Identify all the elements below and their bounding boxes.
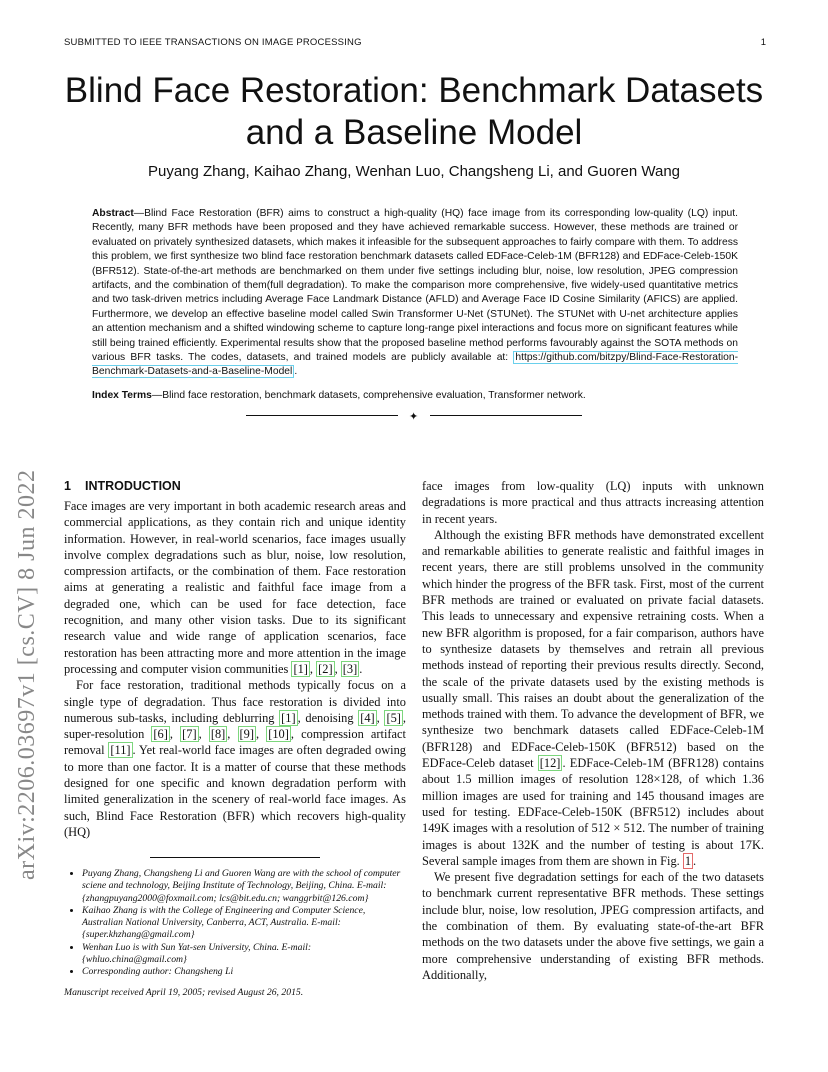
running-header: SUBMITTED TO IEEE TRANSACTIONS ON IMAGE PROCESSING	[64, 37, 362, 48]
paragraph-text: , denoising	[297, 710, 359, 725]
left-column	[64, 498, 406, 840]
citation-link[interactable]: [9]	[239, 727, 254, 742]
paragraph-text: , compression artifact removal	[64, 727, 406, 758]
citation-link[interactable]: [10]	[268, 727, 289, 742]
separator-rule-right	[430, 415, 582, 416]
index-terms-text: —Blind face restoration, benchmark datasets, comprehensive evaluation, Transformer network.	[151, 390, 586, 401]
abstract-label: Abstract	[92, 208, 134, 219]
footnote-rule	[150, 857, 320, 858]
index-terms	[92, 389, 738, 403]
footnote-item: • Corresponding author: Changsheng Li	[82, 966, 406, 978]
citation-link[interactable]: [4]	[360, 710, 375, 725]
section-title-rest: NTRODUCTION	[88, 479, 181, 493]
page-number: 1	[760, 37, 766, 48]
code-link[interactable]: https://github.com/bitzpy/Blind-Face-Restoration-Benchmark-Datasets-and-a-Baseline-Model	[92, 352, 738, 378]
footnote-item: • Puyang Zhang, Changsheng Li and Guoren Wang are with the school of computer sciene and technology, Beijing Institute of Technology, Beijing, China. E-mail: {zhangpuyang2000@foxmail.com; lcs@bit.edu.cn; wanggrbit@126.com}	[82, 868, 406, 905]
author-list: Puyang Zhang, Kaihao Zhang, Wenhan Luo, Changsheng Li, and Guoren Wang	[147, 163, 681, 180]
section-heading	[64, 479, 181, 493]
footnotes	[64, 868, 406, 999]
paragraph-text: . EDFace-Celeb-1M (BFR128) contains about 1.5 million images of resolution 128×128, of which 1.36 million images are used for training and 145 thousand images are used for testing. EDFace-Celeb-150K (BFR512) includes about 149K images with a resolution of 512 × 512. The number of training images is about 132K and the number of testing is about 17K. Several sample images from them are shown in Fig.	[422, 756, 765, 868]
figure-link[interactable]: 1	[684, 853, 692, 868]
citation-link[interactable]: [12]	[539, 756, 561, 771]
paragraph-text: , super-resolution	[64, 710, 406, 742]
citation-link[interactable]: [3]	[342, 661, 358, 676]
arxiv-stamp: arXiv:2206.03697v1 [cs.CV] 8 Jun 2022	[14, 469, 40, 880]
separator-diamond-icon: ✦	[409, 411, 419, 423]
footnote-item: • Wenhan Luo is with Sun Yat-sen University, China. E-mail: {whluo.china@gmail.com}	[82, 942, 406, 967]
intro-paragraph-2: For face restoration, traditional methods typically focus on a single type of degradation. Thus face restoration is divided into numerous sub-tasks, including deblurring [1] , denoising [4] , [5] , super-resolution [6] , [7] , [8] , [9] , [10] , compression artifact removal [11] . Yet real-world face images are often degraded owing to more than one factor. It is a matter of course that these methods designed for one specific and known degradation perform with limited generalization in the scenery of real-world face images. As such, Blind Face Restoration (BFR) which recovers high-quality (HQ)	[64, 678, 406, 839]
citation-link[interactable]: [8]	[210, 727, 226, 742]
paragraph-text: For face restoration, traditional methods typically focus on a single type of degradation. Thus face restoration is divided into numerous sub-tasks, including deblurring	[64, 678, 406, 725]
abstract	[92, 207, 738, 380]
paragraph-text: . Yet real-world face images are often degraded owing to more than one factor. It is a matter of course that these methods designed for one specific and known degradation perform with limited generalization in the scenery of real-world face images. As such, Blind Face Restoration (BFR) which recovers high-quality (HQ)	[64, 743, 406, 839]
section-separator	[246, 411, 582, 427]
citation-link[interactable]: [7]	[182, 727, 197, 742]
manuscript-note: Manuscript received April 19, 2005; revised August 26, 2015.	[64, 986, 304, 998]
citation-link[interactable]: [5]	[386, 710, 401, 725]
citation-link[interactable]: [1]	[293, 661, 308, 676]
citation-link[interactable]: [1]	[281, 710, 296, 725]
citation-link[interactable]: [11]	[110, 743, 131, 758]
intro-paragraph-1: Face images are very important in both academic research areas and commercial applications, as they contain rich and unique identity information. However, in real-world scenarios, face images usually involve complex degradations such as blur, noise, low resolution, compression artifacts, or the combination of them. Face restoration aims at generating a realistic and faithful face image from a degraded one, which can be used for face detection, face recognition, and many other vision tasks. Due to its significant research value and wide range of application scenarios, face restoration has been attracting more and more attention in the image processing and computer vision communities [1] , [2] , [3] .	[64, 499, 406, 676]
intro-paragraph-5: We present five degradation settings for each of the two datasets to benchmark current representative BFR methods. These settings include blur, noise, low resolution, JPEG compression artifacts, and the combination of them. By evaluating state-of-the-art BFR methods on the two datasets under the above five settings, we gain a more comprehensive understanding of existing BFR methods. Additionally,	[422, 870, 764, 982]
separator-rule-left	[246, 415, 398, 416]
citation-link[interactable]: [6]	[153, 727, 168, 742]
paragraph-text: Although the existing BFR methods have demonstrated excellent and remarkable abilities to generate realistic and faithful images in recent years, there are still problems unsolved in the community which hinder the progress of the BFR task. First, most of the current BFR methods are trained or evaluated on private facial datasets. This leads to unnecessary and expensive retraining costs. When a new BFR algorithm is proposed, for a fair comparison, authors have to synthesize datasets by themselves and retrain all previous methods instead of reporting their previous results directly. Second, the scale of the private datasets used by the existing methods is usually small. This raises an doubt about the generalization of the methods trained with them. To advance the development of BFR, we synthesize two benchmark datasets called EDFace-Celeb-1M (BFR128) and EDFace-Celeb-150K (BFR512) based on the EDFace-Celeb dataset	[422, 527, 764, 771]
citation-link[interactable]: [2]	[318, 661, 333, 676]
intro-paragraph-3: face images from low-quality (LQ) inputs with unknown degradations is more practical and thus attracts increasing attention in recent years.	[422, 479, 764, 526]
right-column	[422, 478, 764, 983]
abstract-end: .	[294, 366, 298, 378]
section-title-initial: I	[84, 479, 89, 493]
paragraph-text: .	[693, 853, 697, 868]
index-terms-label: Index Terms	[92, 390, 152, 401]
section-number: 1	[64, 479, 71, 493]
paragraph-text: Face images are very important in both academic research areas and commercial applications, as they contain rich and unique identity information. However, in real-world scenarios, face images usually involve complex degradations such as blur, noise, low resolution, compression artifacts, or the combination of them. Face restoration aims at generating a realistic and faithful face image from a degraded one, which can be used for face detection, face recognition, and many other vision tasks. Due to its significant research value and wide range of application scenarios, face restoration has been attracting more and more attention in the image processing and computer vision communities	[64, 499, 406, 676]
intro-paragraph-4	[422, 527, 764, 869]
footnote-item: • Kaihao Zhang is with the College of Engineering and Computer Science, Australian National University, Canberra, ACT, Australia. E-mail: {super.khzhang@gmail.com}	[82, 905, 406, 942]
abstract-text: —Blind Face Restoration (BFR) aims to construct a high-quality (HQ) face image from its corresponding low-quality (LQ) input. Recently, many BFR methods have been proposed and they have achieved remarkable success. However, these methods are trained or evaluated on privately synthesized datasets, which makes it infeasible for the subsequent approaches to fairly compare with them. To address this problem, we first synthesize two blind face restoration benchmark datasets called EDFace-Celeb-1M (BFR128) and EDFace-Celeb-150K (BFR512). State-of-the-art methods are benchmarked on them under five settings including blur, noise, low resolution, JPEG compression artifacts, and the combination of them(full degradation). To make the comparison more comprehensive, five widely-used quantitative metrics and two task-driven metrics including Average Face Landmark Distance (AFLD) and Average Face ID Cosine Similarity (AFICS) are applied. Furthermore, we develop an effective baseline model called Swin Transformer U-Net (STUNet). The STUNet with U-net architecture applies an attention mechanism and a shifted windowing scheme to capture long-range pixel interactions and focus more on significant features while still being trained efficiently. Experimental results show that the proposed baseline method performs favourably against the SOTA methods on various BFR tasks. The codes, datasets, and trained models are publicly available at:	[92, 208, 738, 364]
paper-title: Blind Face Restoration: Benchmark Datasets and a Baseline Model	[64, 71, 764, 152]
